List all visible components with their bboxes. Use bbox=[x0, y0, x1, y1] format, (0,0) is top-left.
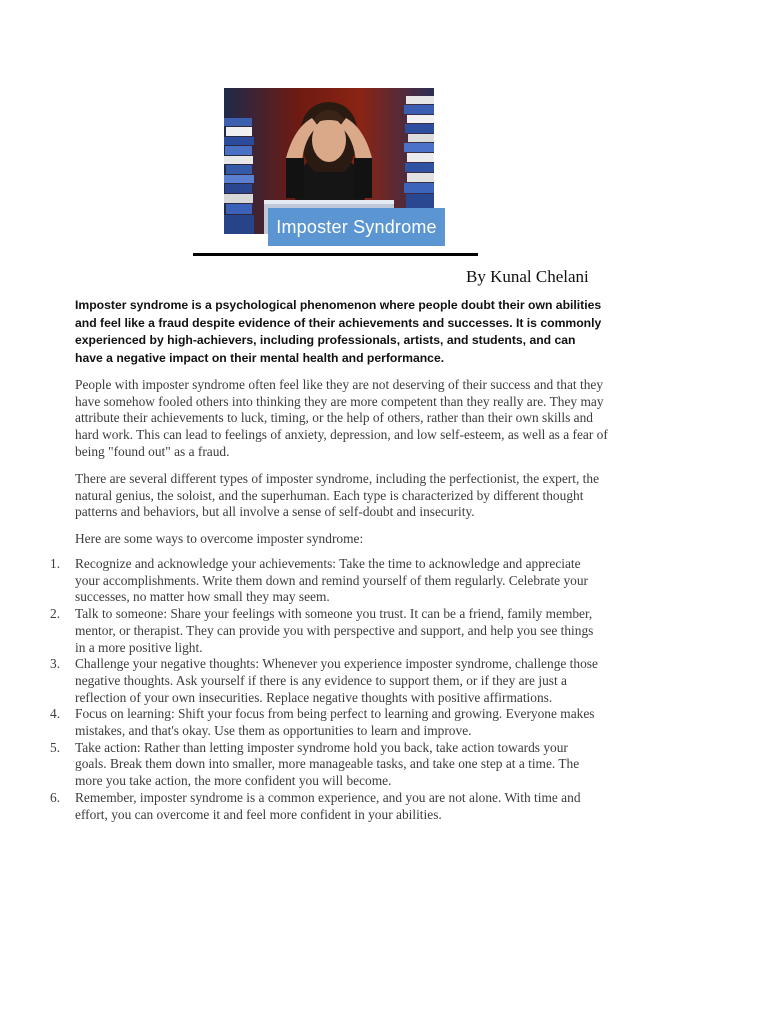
list-item-number: 5. bbox=[50, 739, 61, 755]
body-paragraph-2: There are several different types of imposter syndrome, including the perfectionist, the expert, the natural genius, the soloist, and the superhuman. Each type is characterized by different thought patterns and behaviors, but all involve a sense of self-doubt and insecurity. bbox=[75, 471, 600, 520]
tips-lead-in: Here are some ways to overcome imposter syndrome: bbox=[75, 531, 364, 546]
hero-caption: Imposter Syndrome bbox=[268, 208, 445, 246]
list-item-text: Remember, imposter syndrome is a common experience, and you are not alone. With time and effort, you can overcome it and feel more confident in your abilities. bbox=[75, 789, 581, 822]
list-item-text: Challenge your negative thoughts: Whenever you experience imposter syndrome, challenge those negative thoughts. Ask yourself if there is any evidence to support them, or if they are just a reflection of your own insecurities. Replace negative thoughts with positive affirmations. bbox=[75, 656, 598, 705]
tips-list bbox=[42, 556, 602, 823]
author-byline: By Kunal Chelani bbox=[466, 267, 589, 286]
list-item-number: 1. bbox=[50, 556, 61, 571]
list-item bbox=[42, 790, 602, 823]
list-item-number: 6. bbox=[50, 789, 61, 805]
header-divider bbox=[193, 253, 478, 256]
list-item-number: 2. bbox=[50, 606, 61, 622]
list-item-text: Take action: Rather than letting imposter syndrome hold you back, take action towards your goals. Break them down into smaller, more manageable tasks, and take one step at a time. The more you take action, the more confident you will become. bbox=[75, 739, 580, 789]
list-item bbox=[42, 706, 602, 739]
list-item bbox=[42, 606, 602, 656]
list-item bbox=[42, 556, 602, 606]
intro-paragraph: Imposter syndrome is a psychological phenomenon where people doubt their own abilities and feel like a fraud despite evidence of their achievements and successes. It is commonly experienced by high-achievers, including professionals, artists, and students, and can have a negative impact on their mental health and performance. bbox=[75, 298, 602, 366]
list-item-text: Talk to someone: Share your feelings with someone you trust. It can be a friend, family member, mentor, or therapist. They can provide you with perspective and support, and help you see things in a more positive light. bbox=[75, 606, 594, 655]
list-item-number: 3. bbox=[50, 656, 61, 672]
list-item bbox=[42, 740, 602, 790]
list-item-number: 4. bbox=[50, 706, 61, 722]
body-paragraph-1: People with imposter syndrome often feel like they are not deserving of their success and that they have somehow fooled others into thinking they are more competent than they really are. They may attribute their achievements to luck, timing, or the help of others, rather than their own skills and hard work. This can lead to feelings of anxiety, depression, and low self-esteem, as well as a fear of being "found out" as a fraud. bbox=[75, 377, 608, 459]
list-item bbox=[42, 656, 602, 706]
left-book-stack bbox=[224, 118, 254, 234]
list-item-text: Recognize and acknowledge your achievements: Take the time to acknowledge and appreciate your accomplishments. Write them down and remind yourself of them regularly. Celebrate your successes, no matter how small they may seem. bbox=[75, 556, 588, 605]
list-item-text: Focus on learning: Shift your focus from being perfect to learning and growing. Everyone makes mistakes, and that's okay. Use them as opportunities to learn and improve. bbox=[75, 706, 595, 739]
